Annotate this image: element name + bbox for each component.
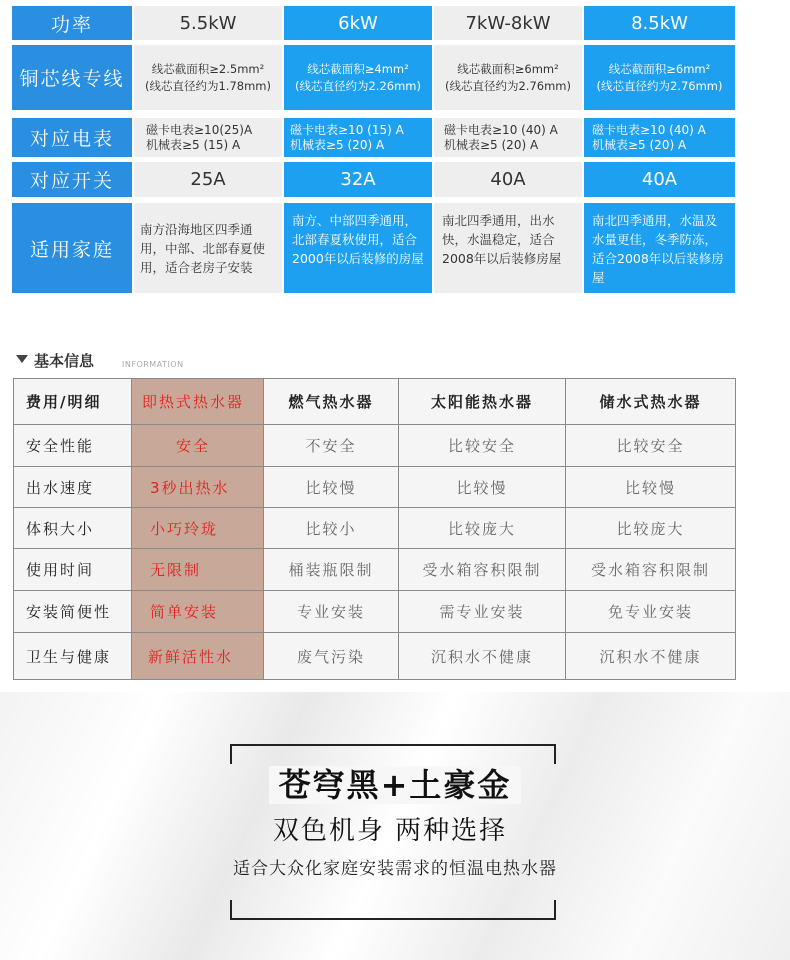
row-label-copper-wire: 铜芯线专线 [12,45,132,110]
table-cell: 比较慢 [566,467,735,508]
switch-value: 40A [584,162,735,197]
wire-area: 线芯截面积≥6mm² [608,61,711,76]
table-cell: 免专业安装 [566,591,735,633]
table-cell: 安全 [132,425,264,467]
table-cell: 需专业安装 [399,591,566,633]
table-header-cell: 储水式热水器 [566,379,735,425]
card-meter: 磁卡电表≥10(25)A [146,122,253,137]
table-row-label: 使用时间 [14,549,132,591]
suitable-home-text: 南北四季通用，出水快，水温稳定，适合2008年以后装修房屋 [434,203,582,293]
table-cell: 小巧玲珑 [132,508,264,549]
switch-value: 40A [434,162,582,197]
suitable-home-text: 南方沿海地区四季通用，中部、北部春夏使用，适合老房子安装 [134,203,282,293]
table-cell: 3秒出热水 [132,467,264,508]
mechanical-meter: 机械表≥5 (20) A [290,137,385,152]
card-meter: 磁卡电表≥10 (40) A [592,122,706,137]
table-cell: 受水箱容积限制 [399,549,566,591]
row-label-switch: 对应开关 [12,162,132,197]
table-cell: 桶装瓶限制 [264,549,399,591]
table-cell: 受水箱容积限制 [566,549,735,591]
mechanical-meter: 机械表≥5 (15) A [146,137,241,152]
table-cell: 比较小 [264,508,399,549]
row-label-power: 功率 [12,6,132,40]
section-subtitle: INFORMATION [122,360,184,369]
promo-subtitle: 双色机身 两种选择 [272,816,508,846]
table-row-label: 体积大小 [14,508,132,549]
table-cell: 不安全 [264,425,399,467]
frame-bracket-bottom [230,900,556,920]
mechanical-meter: 机械表≥5 (20) A [444,137,539,152]
mechanical-meter: 机械表≥5 (20) A [592,137,687,152]
wire-area: 线芯截面积≥6mm² [457,61,559,76]
table-cell: 简单安装 [132,591,264,633]
meter-spec [434,118,582,157]
suitable-home-text: 南方、中部四季通用，北部春夏秋使用，适合2000年以后装修的房屋 [284,203,432,293]
section-title: 基本信息 [34,352,95,370]
power-value: 5.5kW [134,6,282,40]
promo-title: 苍穹黑+土豪金 [269,766,522,804]
promo-title-wrap [0,760,790,806]
table-cell: 比较庞大 [399,508,566,549]
table-header-cell: 燃气热水器 [264,379,399,425]
meter-spec [284,118,432,157]
promo-description: 适合大众化家庭安装需求的恒温电热水器 [233,859,557,879]
power-value: 6kW [284,6,432,40]
row-label-meter: 对应电表 [12,118,132,157]
wire-spec [284,45,432,110]
wire-spec [134,45,282,110]
table-cell: 比较慢 [399,467,566,508]
table-header-cell: 即热式热水器 [132,379,264,425]
wire-area: 线芯截面积≥2.5mm² [151,61,265,76]
table-row-label: 出水速度 [14,467,132,508]
table-row-label: 安装简便性 [14,591,132,633]
meter-spec [134,118,282,157]
table-cell: 新鲜活性水 [132,633,264,679]
card-meter: 磁卡电表≥10 (15) A [290,122,404,137]
suitable-home-text: 南北四季通用，水温及水量更佳，冬季防冻，适合2008年以后装修房屋 [584,203,735,293]
power-value: 8.5kW [584,6,735,40]
meter-spec [584,118,735,157]
table-cell: 比较安全 [566,425,735,467]
table-header-cell: 费用/明细 [14,379,132,425]
table-cell: 比较慢 [264,467,399,508]
row-label-suitable-home: 适用家庭 [12,203,132,293]
table-cell: 比较庞大 [566,508,735,549]
table-cell: 专业安装 [264,591,399,633]
table-cell: 沉积水不健康 [599,647,702,666]
table-row-label: 卫生与健康 [14,633,132,679]
table-cell: 废气污染 [264,633,399,679]
comparison-table [13,378,736,680]
wire-diameter: (线芯直径约为1.78mm) [145,78,271,93]
wire-diameter: (线芯直径约为2.76mm) [445,78,571,93]
section-triangle-icon [16,355,28,363]
table-cell: 无限制 [132,549,264,591]
table-header-cell: 太阳能热水器 [399,379,566,425]
wire-spec [584,45,735,110]
table-cell: 沉积水不健康 [399,633,566,679]
switch-value: 25A [134,162,282,197]
wire-spec [434,45,582,110]
table-cell: 比较安全 [399,425,566,467]
card-meter: 磁卡电表≥10 (40) A [444,122,558,137]
wire-diameter: (线芯直径约为2.26mm) [295,78,421,93]
wire-diameter: (线芯直径约为2.76mm) [596,78,723,93]
power-value: 7kW-8kW [434,6,582,40]
switch-value: 32A [284,162,432,197]
wire-area: 线芯截面积≥4mm² [307,61,409,76]
table-row-label: 安全性能 [14,425,132,467]
